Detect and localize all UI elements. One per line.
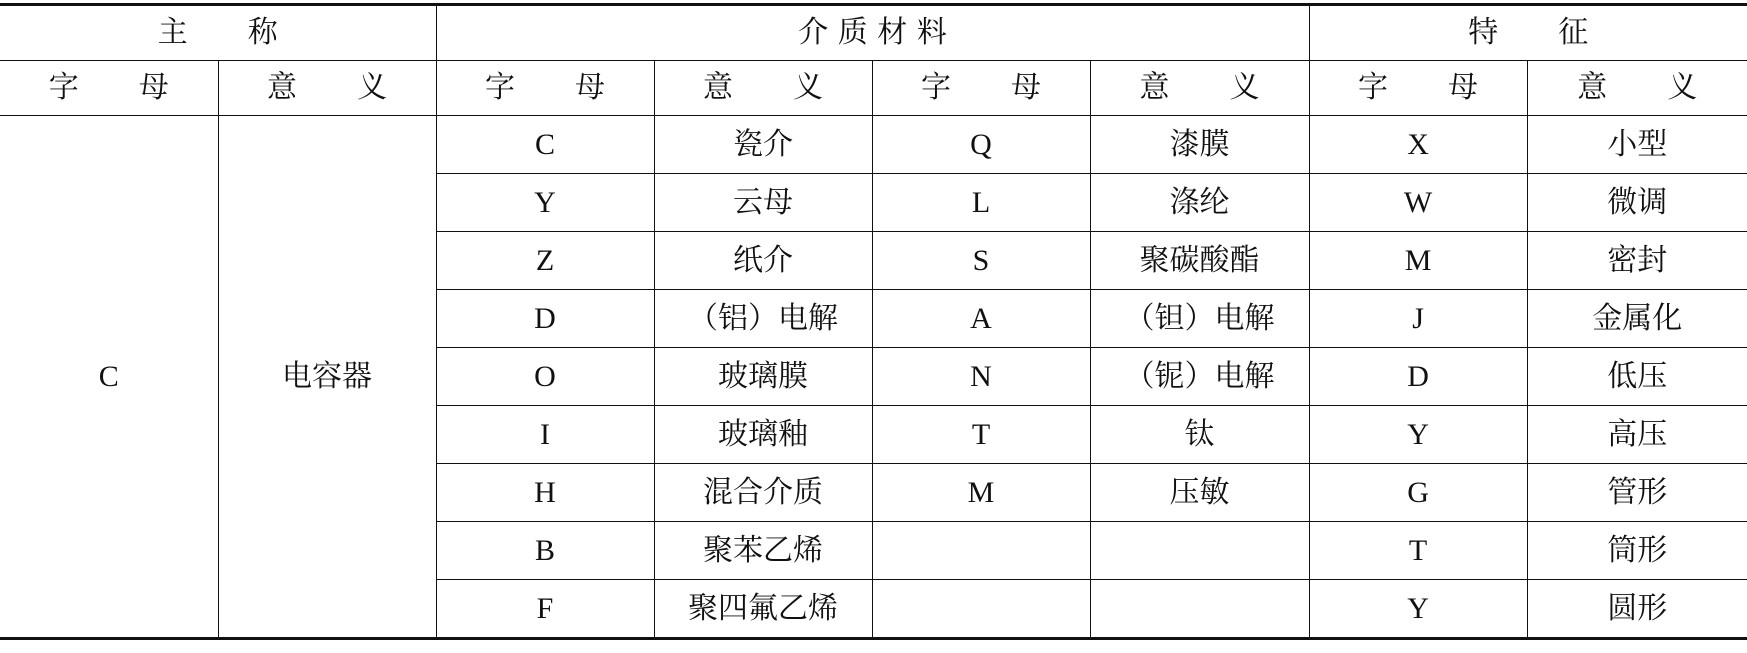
feature-meaning-cell: 小型 (1527, 116, 1747, 174)
material2-letter-cell: Q (872, 116, 1090, 174)
material1-letter-cell: F (436, 580, 654, 639)
material2-letter-cell: A (872, 290, 1090, 348)
material1-letter-cell: O (436, 348, 654, 406)
header-row-columns (0, 61, 1747, 116)
material2-meaning-cell (1090, 580, 1309, 639)
header-main-letter: 字 母 (0, 61, 218, 116)
header-dielectric-material: 介 质 材 料 (436, 5, 1309, 61)
header-material2-letter: 字 母 (872, 61, 1090, 116)
material1-meaning-cell: 混合介质 (654, 464, 872, 522)
feature-meaning-cell: 管形 (1527, 464, 1747, 522)
material2-letter-cell: T (872, 406, 1090, 464)
header-material2-meaning: 意 义 (1090, 61, 1309, 116)
header-main-meaning: 意 义 (218, 61, 436, 116)
table-row (0, 116, 1747, 174)
header-feature: 特 征 (1309, 5, 1747, 61)
feature-letter-cell: M (1309, 232, 1527, 290)
material1-letter-cell: C (436, 116, 654, 174)
header-material1-meaning: 意 义 (654, 61, 872, 116)
material1-letter-cell: Y (436, 174, 654, 232)
feature-meaning-cell: 圆形 (1527, 580, 1747, 639)
feature-meaning-cell: 密封 (1527, 232, 1747, 290)
feature-letter-cell: G (1309, 464, 1527, 522)
feature-meaning-cell: 金属化 (1527, 290, 1747, 348)
material2-letter-cell (872, 580, 1090, 639)
material2-meaning-cell: （铌）电解 (1090, 348, 1309, 406)
material2-meaning-cell: 压敏 (1090, 464, 1309, 522)
material2-meaning-cell: 漆膜 (1090, 116, 1309, 174)
feature-letter-cell: X (1309, 116, 1527, 174)
main-meaning-cell: 电容器 (218, 116, 436, 639)
material1-letter-cell: H (436, 464, 654, 522)
header-feature-meaning: 意 义 (1527, 61, 1747, 116)
feature-meaning-cell: 低压 (1527, 348, 1747, 406)
material2-meaning-cell: 聚碳酸酯 (1090, 232, 1309, 290)
header-feature-letter: 字 母 (1309, 61, 1527, 116)
material2-letter-cell (872, 522, 1090, 580)
material2-meaning-cell: 钛 (1090, 406, 1309, 464)
material2-letter-cell: M (872, 464, 1090, 522)
material1-meaning-cell: 玻璃膜 (654, 348, 872, 406)
material2-meaning-cell (1090, 522, 1309, 580)
feature-meaning-cell: 筒形 (1527, 522, 1747, 580)
material2-letter-cell: N (872, 348, 1090, 406)
feature-meaning-cell: 高压 (1527, 406, 1747, 464)
material2-meaning-cell: 涤纶 (1090, 174, 1309, 232)
material1-letter-cell: D (436, 290, 654, 348)
feature-letter-cell: Y (1309, 406, 1527, 464)
material1-letter-cell: I (436, 406, 654, 464)
capacitor-code-table (0, 3, 1747, 640)
material2-letter-cell: L (872, 174, 1090, 232)
feature-letter-cell: Y (1309, 580, 1527, 639)
material1-meaning-cell: 玻璃釉 (654, 406, 872, 464)
header-material1-letter: 字 母 (436, 61, 654, 116)
header-main-name: 主 称 (0, 5, 436, 61)
feature-letter-cell: W (1309, 174, 1527, 232)
feature-meaning-cell: 微调 (1527, 174, 1747, 232)
material1-meaning-cell: 聚苯乙烯 (654, 522, 872, 580)
feature-letter-cell: T (1309, 522, 1527, 580)
feature-letter-cell: D (1309, 348, 1527, 406)
material1-letter-cell: B (436, 522, 654, 580)
header-row-group (0, 5, 1747, 61)
material1-meaning-cell: （铝）电解 (654, 290, 872, 348)
material2-letter-cell: S (872, 232, 1090, 290)
material1-letter-cell: Z (436, 232, 654, 290)
material2-meaning-cell: （钽）电解 (1090, 290, 1309, 348)
material1-meaning-cell: 瓷介 (654, 116, 872, 174)
material1-meaning-cell: 纸介 (654, 232, 872, 290)
main-letter-cell: C (0, 116, 218, 639)
material1-meaning-cell: 聚四氟乙烯 (654, 580, 872, 639)
feature-letter-cell: J (1309, 290, 1527, 348)
material1-meaning-cell: 云母 (654, 174, 872, 232)
